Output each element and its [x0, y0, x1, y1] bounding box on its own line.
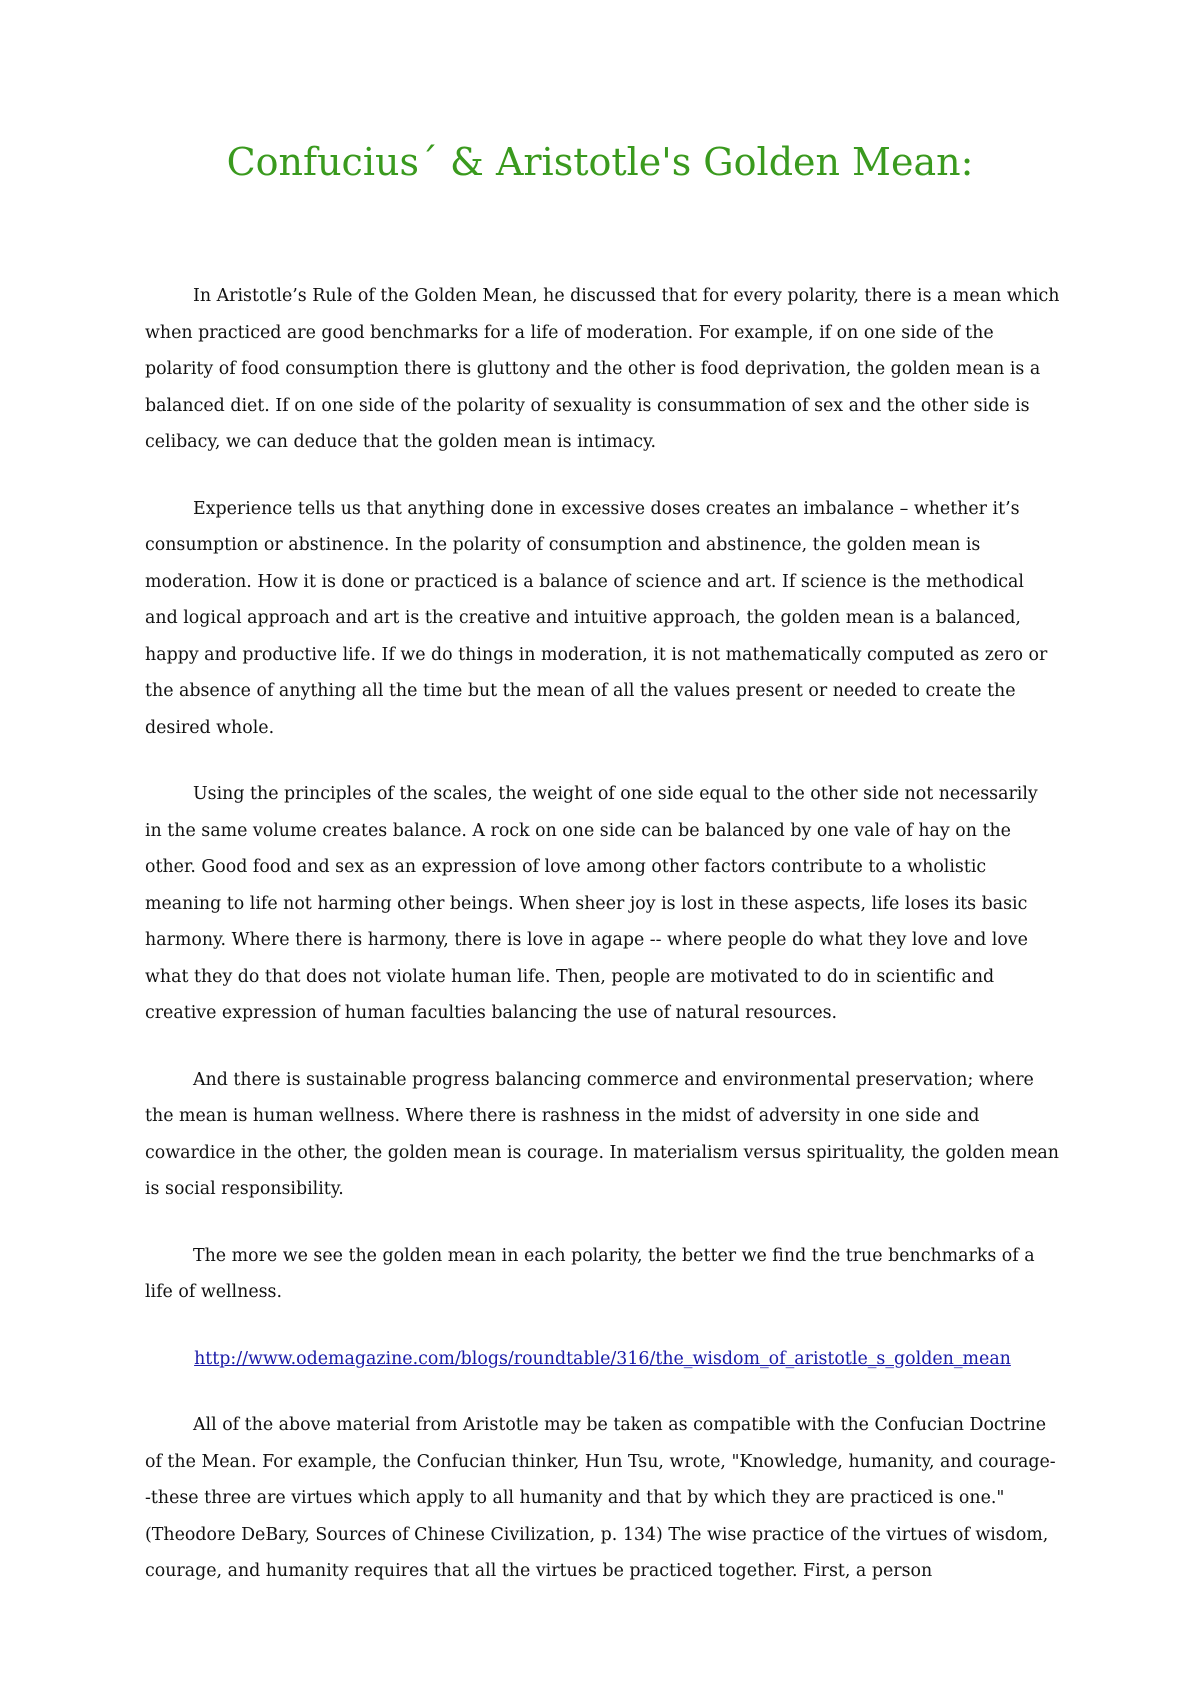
document-body [145, 278, 1060, 1620]
paragraph-1: In Aristotle’s Rule of the Golden Mean, he discussed that for every polarity, there is a mean which when practiced are good benchmarks for a life of moderation. For example, if on one side of the polarity of food consumption there is gluttony and the other is food deprivation, the golden mean is a balanced diet. If on one side of the polarity of sexuality is consummation of sex and the other side is celibacy, we can deduce that the golden mean is intimacy. [145, 286, 1060, 452]
paragraph-3: Using the principles of the scales, the weight of one side equal to the other side not necessarily in the same volume creates balance. A rock on one side can be balanced by one vale of hay on the other. Good food and sex as an expression of love among other factors contribute to a wholistic meaning to life not harming other beings. When sheer joy is lost in these aspects, life loses its basic harmony. Where there is harmony, there is love in agape -- where people do what they love and love what they do that does not violate human life. Then, people are motivated to do in scientific and creative expression of human faculties balancing the use of natural resources. [145, 784, 1038, 1023]
source-link-line [145, 1341, 1060, 1378]
paragraph-2: Experience tells us that anything done in excessive doses creates an imbalance – whether it’s consumption or abstinence. In the polarity of consumption and abstinence, the golden mean is moderation. How it is done or practiced is a balance of science and art. If science is the methodical and logical approach and art is the creative and intuitive approach, the golden mean is a balanced, happy and productive life. If we do things in moderation, it is not mathematically computed as zero or the absence of anything all the time but the mean of all the values present or needed to create the desired whole. [145, 498, 1048, 738]
document-title: Confucius´ & Aristotle's Golden Mean: [226, 140, 974, 184]
source-link[interactable]: http://www.odemagazine.com/blogs/roundtable/316/the_wisdom_of_aristotle_s_golden_mean [194, 1348, 1011, 1369]
paragraph-5: The more we see the golden mean in each polarity, the better we find the true benchmarks of a life of wellness. [145, 1245, 1035, 1302]
paragraph-4: And there is sustainable progress balancing commerce and environmental preservation; where the mean is human wellness. Where there is rashness in the midst of adversity in one side and cowardice in the other, the golden mean is courage. In materialism versus spirituality, the golden mean is social responsibility. [145, 1069, 1059, 1199]
paragraph-closing: All of the above material from Aristotle may be taken as compatible with the Confucian Doctrine of the Mean. For example, the Confucian thinker, Hun Tsu, wrote, "Knowledge, humanity, and courage--these three are virtues which apply to all humanity and that by which they are practiced is one." (Theodore DeBary, Sources of Chinese Civilization, p. 134) The wise practice of the virtues of wisdom, courage, and humanity requires that all the virtues be practiced together. First, a person [145, 1415, 1056, 1581]
